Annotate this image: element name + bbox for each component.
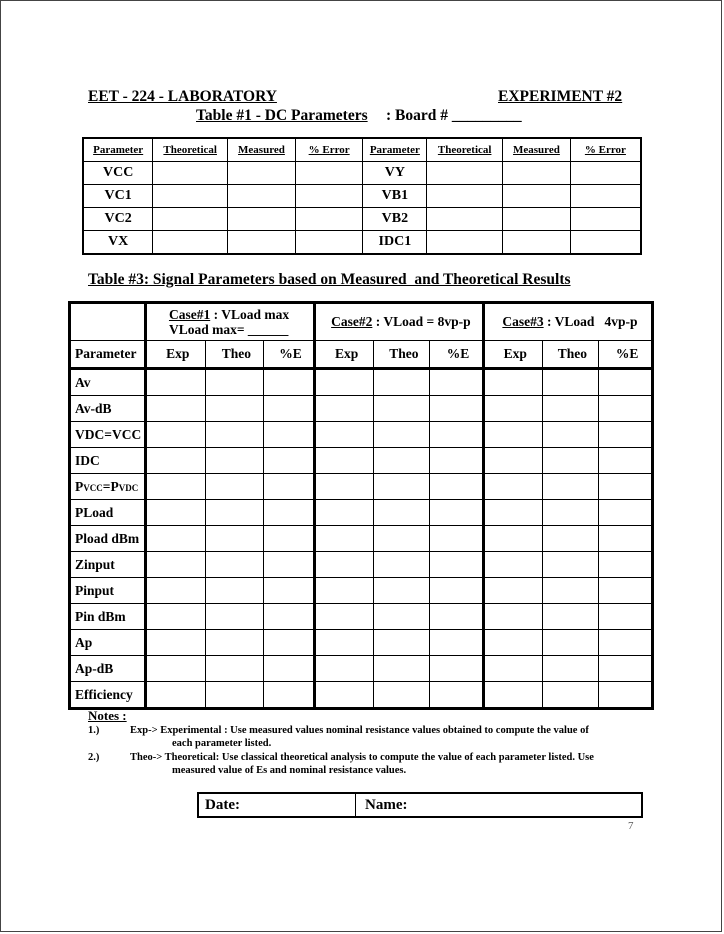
input-cell[interactable]	[542, 474, 599, 500]
input-cell[interactable]	[542, 396, 599, 422]
input-cell[interactable]	[264, 604, 315, 630]
input-cell[interactable]	[542, 448, 599, 474]
input-cell[interactable]	[264, 500, 315, 526]
table-row	[70, 369, 653, 396]
table1-header: Theoretical	[427, 138, 503, 162]
table-row	[83, 208, 641, 231]
row-parameter-name: PLoad	[70, 500, 146, 526]
case2-text: : VLoad = 8vp-p	[372, 314, 471, 329]
input-cell[interactable]	[599, 396, 653, 422]
input-cell[interactable]	[145, 474, 205, 500]
input-cell[interactable]	[374, 578, 430, 604]
input-cell[interactable]	[599, 422, 653, 448]
input-cell[interactable]	[483, 604, 542, 630]
input-cell[interactable]	[542, 422, 599, 448]
input-cell[interactable]	[228, 208, 296, 231]
input-cell[interactable]	[374, 656, 430, 682]
course-title: EET - 224 - LABORATORY	[88, 88, 277, 105]
table-row	[70, 500, 653, 526]
param-name: VCC	[83, 162, 153, 185]
input-cell[interactable]	[374, 500, 430, 526]
input-cell[interactable]	[314, 682, 374, 709]
param-name: VX	[83, 231, 153, 255]
input-cell[interactable]	[314, 396, 374, 422]
input-cell[interactable]	[374, 682, 430, 709]
case1-header	[145, 303, 314, 341]
input-cell[interactable]	[374, 369, 430, 396]
row-parameter-name: Pinput	[70, 578, 146, 604]
input-cell[interactable]	[205, 630, 264, 656]
date-label: Date:	[205, 797, 240, 813]
input-cell[interactable]	[427, 208, 503, 231]
table3-title: Table #3: Signal Parameters based on Measured and Theoretical Results	[88, 271, 571, 288]
input-cell[interactable]	[205, 474, 264, 500]
row-parameter-name	[70, 474, 146, 500]
input-cell[interactable]	[483, 474, 542, 500]
input-cell[interactable]	[145, 682, 205, 709]
input-cell[interactable]	[599, 474, 653, 500]
input-cell[interactable]	[145, 604, 205, 630]
input-cell[interactable]	[599, 578, 653, 604]
input-cell[interactable]	[430, 526, 484, 552]
table1-header-row	[83, 138, 641, 162]
input-cell[interactable]	[374, 604, 430, 630]
input-cell[interactable]	[483, 578, 542, 604]
dc-parameters-table	[82, 137, 642, 255]
input-cell[interactable]	[374, 474, 430, 500]
table-row	[70, 682, 653, 709]
input-cell[interactable]	[503, 231, 571, 255]
pvcc-eq: =P	[102, 478, 119, 494]
input-cell[interactable]	[205, 448, 264, 474]
input-cell[interactable]	[314, 526, 374, 552]
input-cell[interactable]	[153, 185, 228, 208]
input-cell[interactable]	[542, 500, 599, 526]
table1-title: Table #1 - DC Parameters	[196, 107, 368, 124]
input-cell[interactable]	[264, 369, 315, 396]
input-cell[interactable]	[483, 369, 542, 396]
input-cell[interactable]	[542, 682, 599, 709]
row-parameter-name: Efficiency	[70, 682, 146, 709]
input-cell[interactable]	[264, 474, 315, 500]
input-cell[interactable]	[542, 630, 599, 656]
input-cell[interactable]	[145, 500, 205, 526]
input-cell[interactable]	[314, 656, 374, 682]
input-cell[interactable]	[264, 578, 315, 604]
col-header: Exp	[145, 341, 205, 369]
case2-header	[314, 303, 483, 341]
row-parameter-name: Zinput	[70, 552, 146, 578]
input-cell[interactable]	[295, 162, 363, 185]
input-cell[interactable]	[205, 578, 264, 604]
input-cell[interactable]	[430, 500, 484, 526]
input-cell[interactable]	[430, 396, 484, 422]
table1-header: % Error	[295, 138, 363, 162]
note2-text-b: measured value of Es and nominal resistance values.	[172, 765, 407, 776]
input-cell[interactable]	[430, 604, 484, 630]
case3-text: : VLoad 4vp-p	[543, 314, 638, 329]
table1-header: Parameter	[83, 138, 153, 162]
case3-link[interactable]: Case#3	[502, 314, 544, 329]
table-row	[70, 448, 653, 474]
input-cell[interactable]	[145, 552, 205, 578]
input-cell[interactable]	[264, 682, 315, 709]
input-cell[interactable]	[430, 630, 484, 656]
input-cell[interactable]	[314, 448, 374, 474]
col-header: Theo	[374, 341, 430, 369]
input-cell[interactable]	[295, 231, 363, 255]
table-row	[70, 630, 653, 656]
input-cell[interactable]	[145, 448, 205, 474]
input-cell[interactable]	[374, 552, 430, 578]
table-row	[70, 474, 653, 500]
input-cell[interactable]	[503, 208, 571, 231]
input-cell[interactable]	[483, 500, 542, 526]
input-cell[interactable]	[542, 552, 599, 578]
input-cell[interactable]	[228, 185, 296, 208]
input-cell[interactable]	[483, 552, 542, 578]
input-cell[interactable]	[483, 526, 542, 552]
input-cell[interactable]	[145, 396, 205, 422]
param-name: VY	[363, 162, 427, 185]
input-cell[interactable]	[542, 369, 599, 396]
input-cell[interactable]	[205, 500, 264, 526]
experiment-title: EXPERIMENT #2	[498, 88, 623, 105]
input-cell[interactable]	[145, 656, 205, 682]
note1-number: 1.)	[88, 725, 100, 736]
case1-line1: : VLoad max	[210, 307, 290, 322]
input-cell[interactable]	[264, 552, 315, 578]
input-cell[interactable]	[483, 396, 542, 422]
input-cell[interactable]	[264, 526, 315, 552]
input-cell[interactable]	[374, 448, 430, 474]
input-cell[interactable]	[599, 500, 653, 526]
input-cell[interactable]	[153, 162, 228, 185]
parameter-header: Parameter	[70, 341, 146, 369]
input-cell[interactable]	[427, 162, 503, 185]
input-cell[interactable]	[205, 604, 264, 630]
input-cell[interactable]	[483, 422, 542, 448]
input-cell[interactable]	[205, 369, 264, 396]
input-cell[interactable]	[599, 604, 653, 630]
case3-header	[483, 303, 652, 341]
note2-text-a: Theo-> Theoretical: Use classical theoretical analysis to compute the value of each parameter listed. Use	[130, 752, 594, 763]
input-cell[interactable]	[314, 474, 374, 500]
input-cell[interactable]	[430, 422, 484, 448]
input-cell[interactable]	[264, 656, 315, 682]
input-cell[interactable]	[145, 422, 205, 448]
input-cell[interactable]	[599, 682, 653, 709]
input-cell[interactable]	[430, 369, 484, 396]
input-cell[interactable]	[205, 526, 264, 552]
input-cell[interactable]	[542, 578, 599, 604]
pvcc-s2: VDC	[118, 482, 139, 493]
input-cell[interactable]	[145, 578, 205, 604]
input-cell[interactable]	[228, 162, 296, 185]
input-cell[interactable]	[599, 369, 653, 396]
input-cell[interactable]	[264, 396, 315, 422]
input-cell[interactable]	[153, 208, 228, 231]
input-cell[interactable]	[295, 208, 363, 231]
input-cell[interactable]	[430, 682, 484, 709]
table-row	[70, 578, 653, 604]
table-row	[70, 552, 653, 578]
input-cell[interactable]	[205, 422, 264, 448]
input-cell[interactable]	[483, 682, 542, 709]
col-header: Theo	[542, 341, 599, 369]
signal-parameters-table	[68, 301, 654, 710]
input-cell[interactable]	[314, 578, 374, 604]
input-cell[interactable]	[264, 422, 315, 448]
table-row	[70, 396, 653, 422]
input-cell[interactable]	[314, 604, 374, 630]
input-cell[interactable]	[314, 369, 374, 396]
input-cell[interactable]	[599, 630, 653, 656]
empty-corner-cell	[70, 303, 146, 341]
input-cell[interactable]	[205, 656, 264, 682]
input-cell[interactable]	[264, 448, 315, 474]
row-parameter-name: IDC	[70, 448, 146, 474]
table1-header: Measured	[228, 138, 296, 162]
input-cell[interactable]	[570, 162, 641, 185]
col-header: Exp	[483, 341, 542, 369]
param-name: VB2	[363, 208, 427, 231]
input-cell[interactable]	[599, 526, 653, 552]
input-cell[interactable]	[427, 185, 503, 208]
note2-number: 2.)	[88, 752, 100, 763]
table1-header: Theoretical	[153, 138, 228, 162]
row-parameter-name: Ap	[70, 630, 146, 656]
row-parameter-name: Av-dB	[70, 396, 146, 422]
col-header: Theo	[205, 341, 264, 369]
table-row	[70, 422, 653, 448]
row-parameter-name: Pload dBm	[70, 526, 146, 552]
input-cell[interactable]	[374, 422, 430, 448]
param-name: VC2	[83, 208, 153, 231]
table-row	[83, 231, 641, 255]
input-cell[interactable]	[599, 448, 653, 474]
input-cell[interactable]	[570, 208, 641, 231]
input-cell[interactable]	[599, 552, 653, 578]
col-header: Exp	[314, 341, 374, 369]
signature-divider	[355, 794, 356, 816]
table1-header: Parameter	[363, 138, 427, 162]
input-cell[interactable]	[430, 448, 484, 474]
input-cell[interactable]	[374, 630, 430, 656]
table-row	[70, 526, 653, 552]
input-cell[interactable]	[483, 656, 542, 682]
case2-link[interactable]: Case#2	[331, 314, 373, 329]
input-cell[interactable]	[374, 396, 430, 422]
table-row	[83, 162, 641, 185]
input-cell[interactable]	[205, 682, 264, 709]
input-cell[interactable]	[228, 231, 296, 255]
page-number: 7	[628, 820, 634, 832]
input-cell[interactable]	[483, 448, 542, 474]
table1-header: % Error	[570, 138, 641, 162]
case-header-row	[70, 303, 653, 341]
col-header: %E	[599, 341, 653, 369]
column-header-row	[70, 341, 653, 369]
notes-title: Notes :	[88, 708, 127, 723]
pvcc-s1: VCC	[83, 482, 103, 493]
col-header: %E	[430, 341, 484, 369]
input-cell[interactable]	[542, 604, 599, 630]
param-name: VC1	[83, 185, 153, 208]
col-header: %E	[264, 341, 315, 369]
row-parameter-name: Av	[70, 369, 146, 396]
case1-line2: VLoad max= ______	[168, 322, 289, 337]
row-parameter-name: VDC=VCC	[70, 422, 146, 448]
input-cell[interactable]	[314, 552, 374, 578]
table-row	[70, 656, 653, 682]
input-cell[interactable]	[430, 656, 484, 682]
input-cell[interactable]	[542, 656, 599, 682]
input-cell[interactable]	[374, 526, 430, 552]
input-cell[interactable]	[570, 185, 641, 208]
row-parameter-name: Pin dBm	[70, 604, 146, 630]
input-cell[interactable]	[314, 422, 374, 448]
table1-header: Measured	[503, 138, 571, 162]
input-cell[interactable]	[430, 578, 484, 604]
input-cell[interactable]	[483, 630, 542, 656]
input-cell[interactable]	[430, 474, 484, 500]
input-cell[interactable]	[427, 231, 503, 255]
signature-box	[197, 792, 643, 818]
pvcc-p1: P	[75, 478, 84, 494]
input-cell[interactable]	[314, 630, 374, 656]
input-cell[interactable]	[205, 396, 264, 422]
input-cell[interactable]	[295, 185, 363, 208]
input-cell[interactable]	[153, 231, 228, 255]
name-label: Name:	[365, 797, 408, 813]
input-cell[interactable]	[503, 185, 571, 208]
table-row	[83, 185, 641, 208]
input-cell[interactable]	[145, 526, 205, 552]
input-cell[interactable]	[264, 630, 315, 656]
case1-link[interactable]: Case#1	[168, 307, 211, 322]
note1-text-b: each parameter listed.	[172, 738, 272, 749]
input-cell[interactable]	[570, 231, 641, 255]
input-cell[interactable]	[503, 162, 571, 185]
input-cell[interactable]	[599, 656, 653, 682]
board-label: : Board # _________	[386, 107, 522, 124]
input-cell[interactable]	[205, 552, 264, 578]
row-parameter-name: Ap-dB	[70, 656, 146, 682]
input-cell[interactable]	[314, 500, 374, 526]
input-cell[interactable]	[145, 630, 205, 656]
input-cell[interactable]	[145, 369, 205, 396]
note1-text-a: Exp-> Experimental : Use measured values nominal resistance values obtained to compute the value of	[130, 725, 589, 736]
input-cell[interactable]	[430, 552, 484, 578]
table-row	[70, 604, 653, 630]
input-cell[interactable]	[542, 526, 599, 552]
param-name: VB1	[363, 185, 427, 208]
param-name: IDC1	[363, 231, 427, 255]
